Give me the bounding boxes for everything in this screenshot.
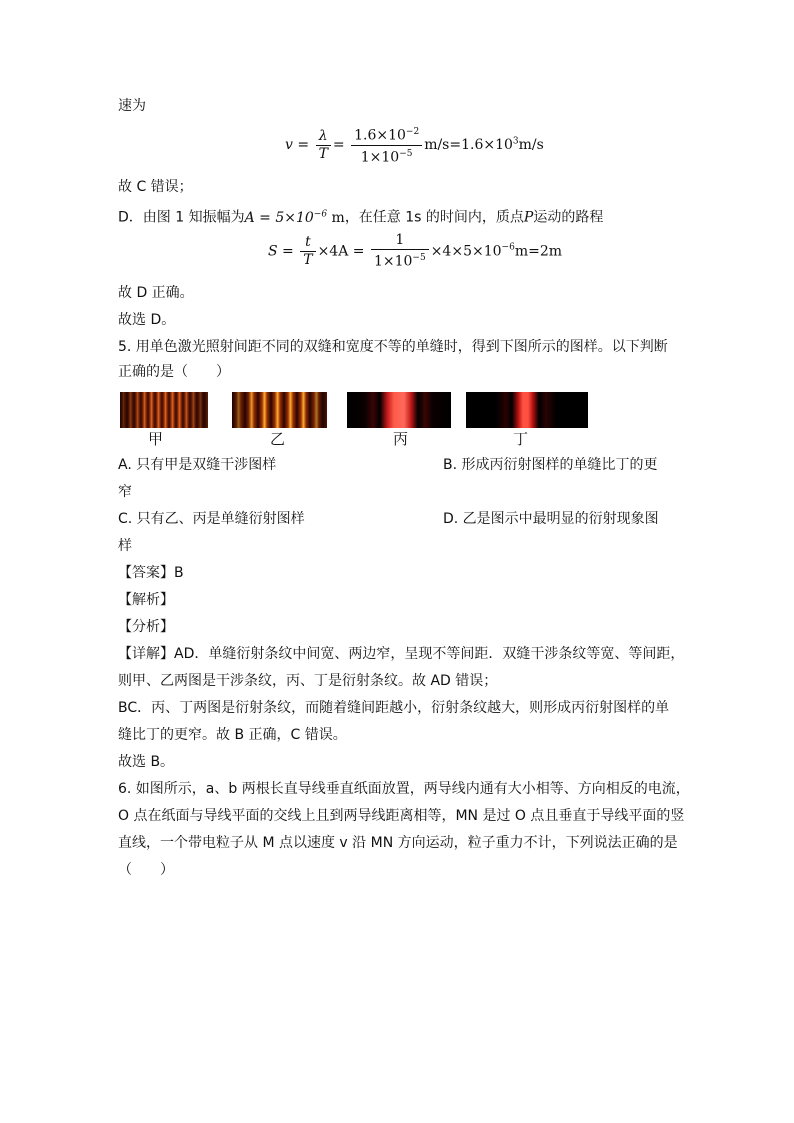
pattern-yi [232,392,327,428]
q5-stem: 5. 用单色激光照射间距不同的双缝和宽度不等的单缝时，得到下图所示的图样。以下判断 [118,339,668,355]
text-line: 故选 B。 [118,754,175,770]
numerator: $1.6\times 10^{-2}$ [351,124,422,146]
option-b-cont: 窄 [118,484,132,500]
detail-line: 【详解】AD．单缝衍射条纹中间宽、两边窄，呈现不等间距．双缝干涉条纹等宽、等间距， [118,646,685,662]
text-line: 速为 [118,98,146,114]
eq-tail: m/s=1.6×10 [424,137,513,154]
figure-label: 乙 [270,430,286,448]
equation-velocity: v = $\frac{\lambda}{T}$ = $\frac{1.6\times 10^{-2}}{1\times 10^{-5}}$ $m/s=1.6\times 10^3m/s$ [285,124,544,166]
figure-label: 丙 [393,430,409,448]
fraction [316,128,331,163]
figure-label: 甲 [148,430,164,448]
answer-value: B [174,565,184,581]
text-line: 故选 D。 [118,312,176,328]
pattern-bing [347,392,451,428]
eq-var: v [285,137,293,154]
equation-path: S = $\frac{t}{T}$ ×4A = $\frac{1}{1\times 10^{-5}}$ $\times 4\times 5\times 10^{-6}m=2m$ [268,232,563,270]
option-a: A. 只有甲是双缝干涉图样 [118,457,277,473]
option-d: D. 乙是图示中最明显的衍射现象图 [443,511,659,527]
text-line-amplitude: D．由图 1 知振幅为$A = 5\times 10^{-6}$ m，在任意 1s 的时间内，质点P运动的路程 [118,209,604,226]
fraction: $\frac{1}{1\times 10^{-5}}$ [371,232,429,271]
detail-line: 缝比丁的更窄。故 B 正确，C 错误。 [118,727,347,743]
option-b: B. 形成丙衍射图样的单缝比丁的更 [443,457,658,473]
figure-label: 丁 [513,430,529,448]
q6-stem: 6. 如图所示，a、b 两根长直导线垂直纸面放置，两导线内通有大小相等、方向相反的电流， [118,781,690,797]
detail-tag: 【详解】 [118,646,174,662]
fenxi-tag: 【分析】 [118,619,174,635]
detail-line: BC．丙、丁两图是衍射条纹，而随着缝间距越小，衍射条纹越大，则形成丙衍射图样的单 [118,700,670,716]
option-d-cont: 样 [118,538,132,554]
fraction: $\frac{t}{T}$ [300,234,315,269]
denominator: $1\times 10^{-5}$ [360,148,413,166]
denominator: T [318,145,328,162]
amplitude-expr: $A = 5\times 10^{-6}$ m [244,209,345,226]
pattern-ding [466,392,588,428]
analysis-tag: 【解析】 [118,592,174,608]
text-line: 故 D 正确。 [118,285,194,301]
detail-line: 则甲、乙两图是干涉条纹，丙、丁是衍射条纹。故 AD 错误； [118,673,498,689]
answer-tag: 【答案】 [118,565,174,581]
text-line: 故 C 错误； [118,179,193,195]
fraction [351,124,422,166]
pattern-jia [120,392,208,428]
q6-stem: 直线，一个带电粒子从 M 点以速度 v 沿 MN 方向运动，粒子重力不计，下列说法正确的是 [118,835,678,851]
q6-stem: （ ） [118,862,174,878]
option-c: C. 只有乙、丙是单缝衍射图样 [118,511,305,527]
q6-stem: O 点在纸面与导线平面的交线上且到两导线距离相等，MN 是过 O 点且垂直于导线平面的竖 [118,808,685,824]
q5-stem: 正确的是（ ） [118,364,230,380]
numerator: λ [316,128,331,146]
answer-line [118,563,184,583]
